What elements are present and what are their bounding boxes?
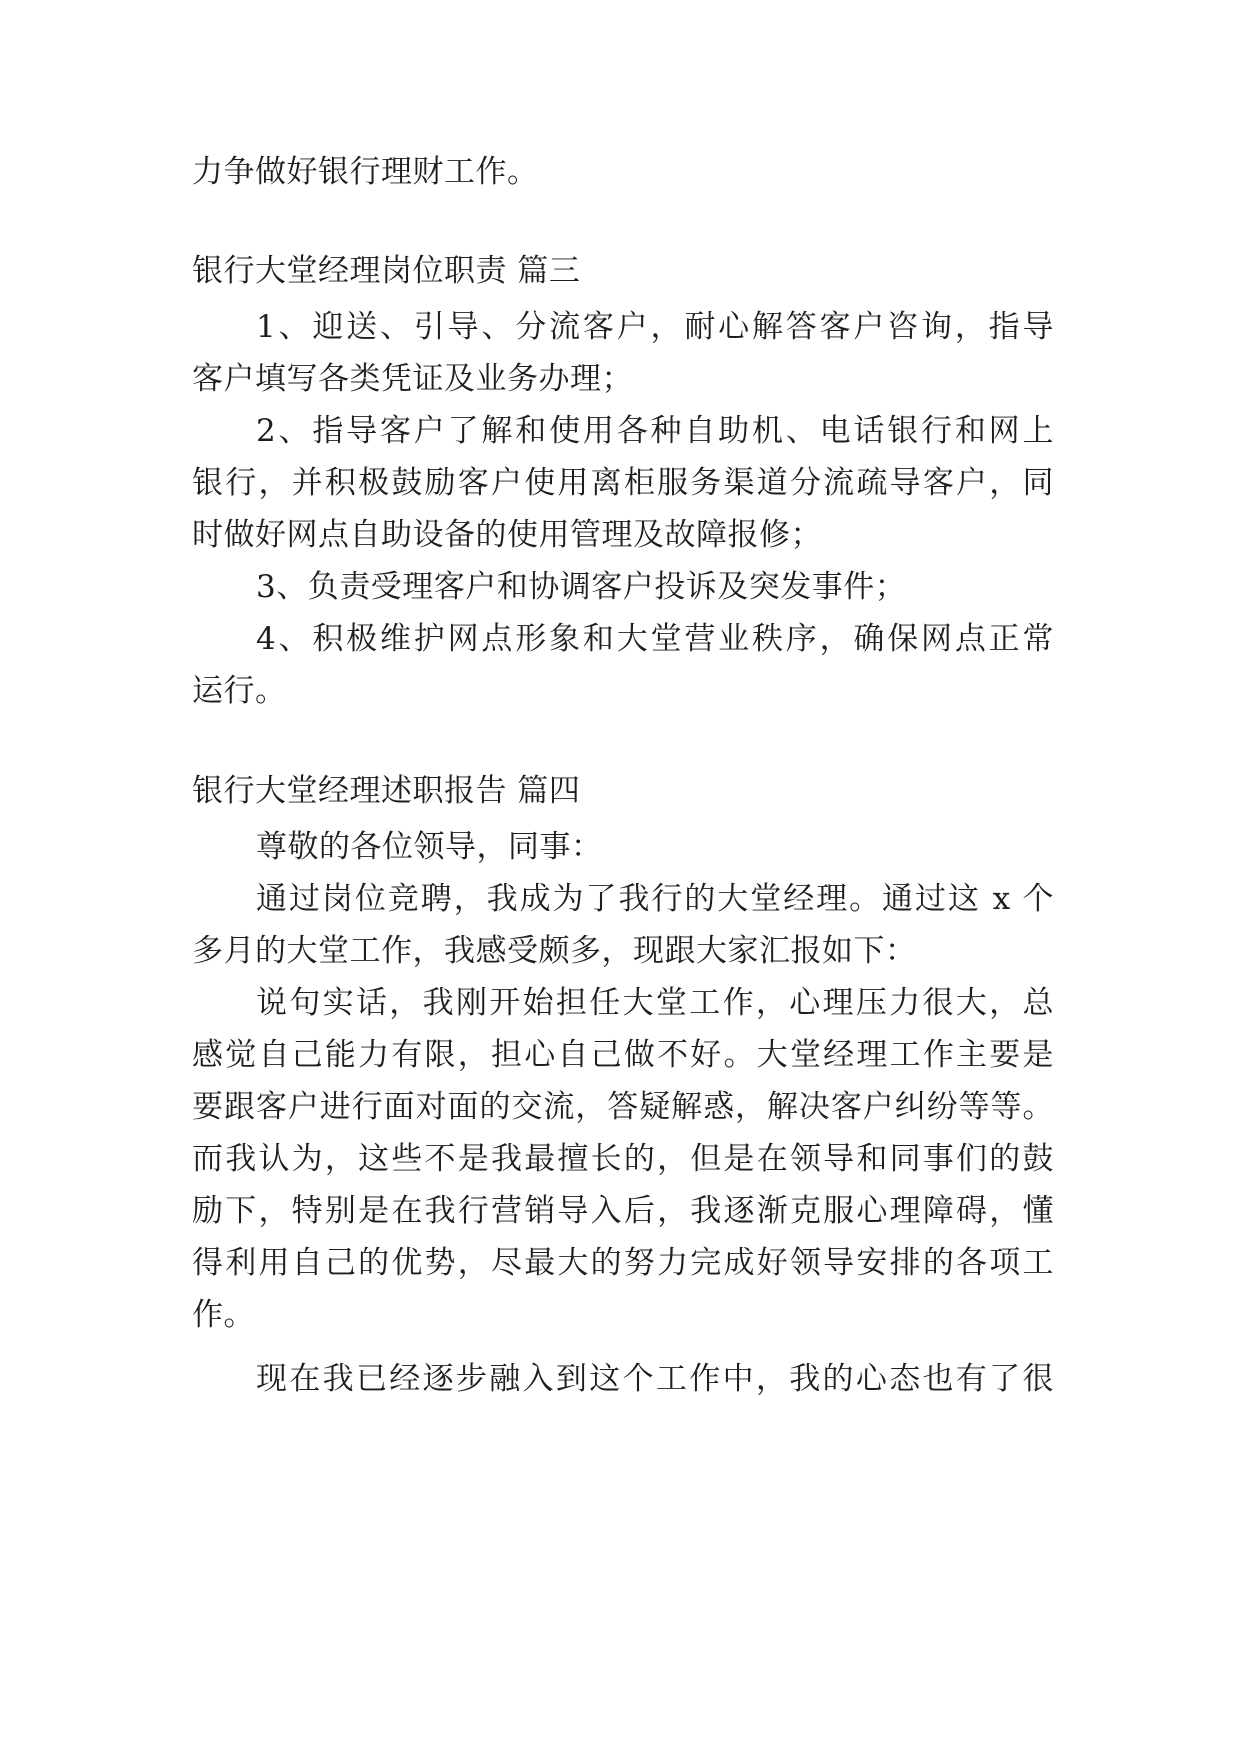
paragraph-line: 要跟客户进行面对面的交流，答疑解惑，解决客户纠纷等等。 — [192, 1089, 1054, 1125]
list-item-line: 3、负责受理客户和协调客户投诉及突发事件； — [256, 569, 907, 605]
paragraph-line: 而我认为，这些不是我最擅长的，但是在领导和同事们的鼓 — [192, 1141, 1054, 1177]
list-item-line: 4、积极维护网点形象和大堂营业秩序，确保网点正常 — [256, 621, 1054, 657]
paragraph-line: 说句实话，我刚开始担任大堂工作，心理压力很大，总 — [256, 985, 1054, 1021]
paragraph-line: 励下，特别是在我行营销导入后，我逐渐克服心理障碍，懂 — [192, 1193, 1054, 1229]
section-heading: 银行大堂经理述职报告 篇四 — [192, 773, 581, 809]
paragraph-line: 作。 — [192, 1297, 255, 1333]
paragraph-line: 现在我已经逐步融入到这个工作中，我的心态也有了很 — [256, 1361, 1054, 1397]
list-item-line: 2、指导客户了解和使用各种自助机、电话银行和网上 — [256, 413, 1054, 449]
list-item-line: 1、迎送、引导、分流客户，耐心解答客户咨询，指导 — [256, 309, 1054, 345]
paragraph-line: 得利用自己的优势，尽最大的努力完成好领导安排的各项工 — [192, 1245, 1054, 1281]
paragraph-line: 感觉自己能力有限，担心自己做不好。大堂经理工作主要是 — [192, 1037, 1054, 1073]
list-item-line: 时做好网点自助设备的使用管理及故障报修； — [192, 517, 822, 553]
list-item-line: 客户填写各类凭证及业务办理； — [192, 361, 633, 397]
paragraph-line: 通过岗位竞聘，我成为了我行的大堂经理。通过这 x 个 — [256, 881, 1054, 917]
paragraph-line: 力争做好银行理财工作。 — [192, 154, 539, 190]
salutation-line: 尊敬的各位领导，同事： — [256, 829, 603, 865]
paragraph-line: 多月的大堂工作，我感受颇多，现跟大家汇报如下： — [192, 933, 917, 969]
list-item-line: 银行，并积极鼓励客户使用离柜服务渠道分流疏导客户，同 — [192, 465, 1054, 501]
section-heading: 银行大堂经理岗位职责 篇三 — [192, 253, 581, 289]
list-item-line: 运行。 — [192, 673, 287, 709]
